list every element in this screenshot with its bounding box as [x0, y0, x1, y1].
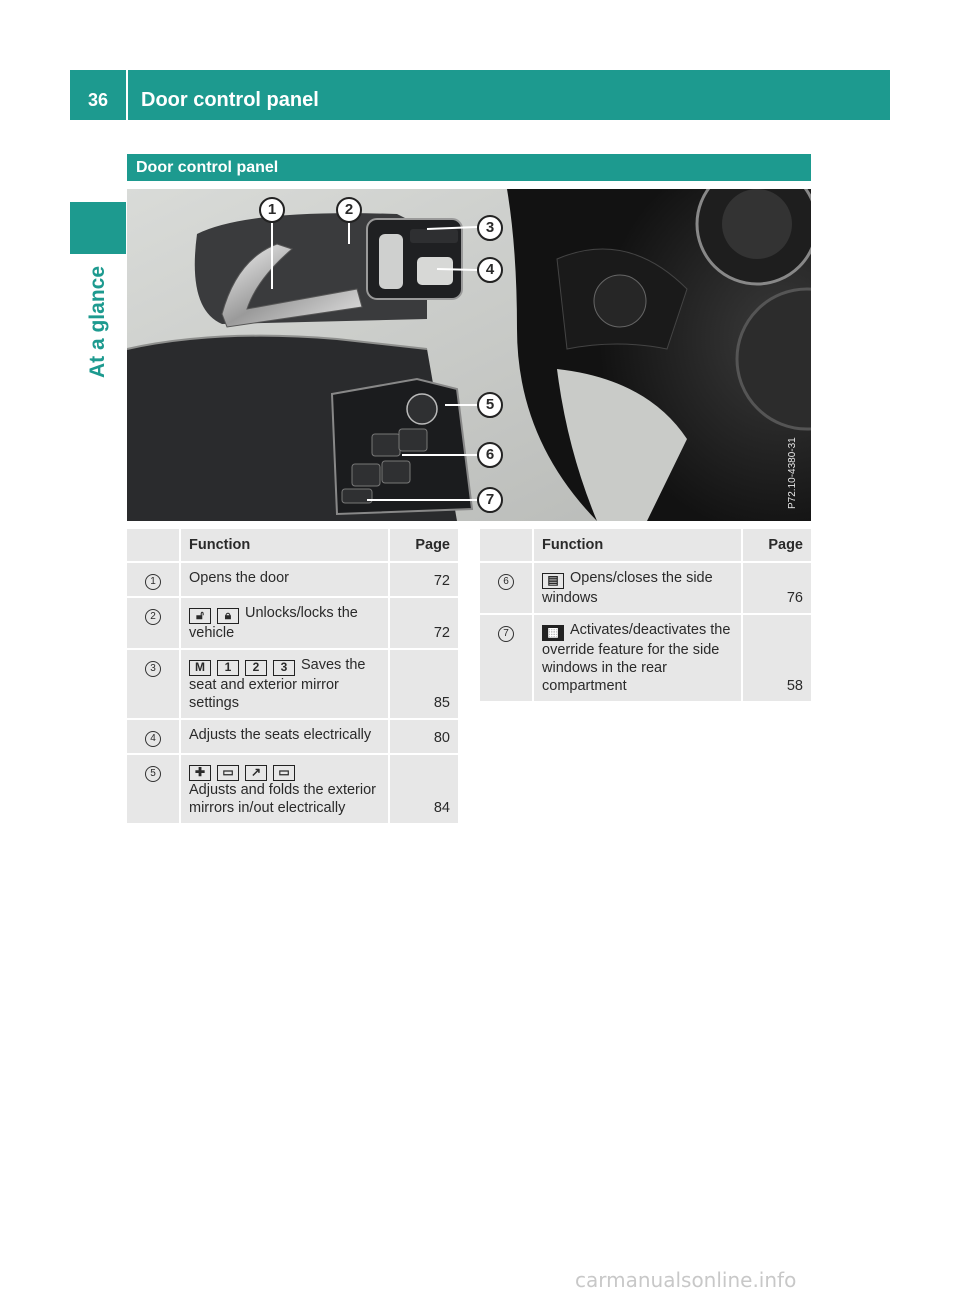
mirror-adjust-icon: ✚ — [189, 765, 211, 781]
row-page: 76 — [741, 563, 811, 613]
image-code: P72.10-4380-31 — [787, 437, 798, 509]
function-table-right — [480, 527, 811, 703]
override-icon: ▦ — [542, 625, 564, 641]
row-page: 72 — [388, 598, 458, 648]
table-row — [127, 650, 458, 718]
table-row — [127, 598, 458, 648]
memory-1-icon: 1 — [217, 660, 239, 676]
callout-5: 5 — [477, 392, 503, 418]
page-number: 36 — [87, 90, 109, 110]
callout-4: 4 — [477, 257, 503, 283]
callout-6: 6 — [477, 442, 503, 468]
memory-2-icon: 2 — [245, 660, 267, 676]
row-number: 2 — [145, 609, 161, 625]
row-page: 80 — [388, 720, 458, 753]
callout-7: 7 — [477, 487, 503, 513]
lock-icon: 🔒︎ — [217, 608, 239, 624]
row-page: 84 — [388, 755, 458, 823]
column-header-page: Page — [741, 529, 811, 561]
table-row — [480, 563, 811, 613]
memory-3-icon: 3 — [273, 660, 295, 676]
watermark: carmanualsonline.info — [575, 1268, 797, 1292]
running-title: Door control panel — [141, 89, 319, 111]
row-page: 72 — [388, 563, 458, 596]
table-row — [480, 615, 811, 701]
row-function: Unlocks/locks the vehicle — [189, 605, 358, 641]
row-number: 3 — [145, 661, 161, 677]
row-function: Adjusts and folds the exterior mirrors in/out electrically — [189, 782, 376, 816]
section-title: Door control panel — [127, 154, 811, 181]
window-icon: ▤ — [542, 573, 564, 589]
header-divider — [126, 70, 128, 120]
mirror-right-icon: ↗ — [245, 765, 267, 781]
table-header-row — [127, 529, 458, 561]
row-function: Adjusts the seats electrically — [181, 720, 388, 753]
unlock-icon: 🔓︎ — [189, 608, 211, 624]
table-row — [127, 563, 458, 596]
row-function: Saves the seat and exterior mirror settings — [189, 657, 366, 711]
table-row — [127, 755, 458, 823]
row-page: 85 — [388, 650, 458, 718]
row-number: 4 — [145, 731, 161, 747]
mirror-left-icon: ▭ — [217, 765, 239, 781]
row-function: Activates/deactivates the override feature for the side windows in the rear compartment — [542, 622, 731, 694]
mirror-fold-icon: ▭ — [273, 765, 295, 781]
row-number: 1 — [145, 574, 161, 590]
memory-m-icon: M — [189, 660, 211, 676]
table-header-row — [480, 529, 811, 561]
door-panel-photo — [127, 189, 811, 521]
callout-2: 2 — [336, 197, 362, 223]
row-function: Opens/closes the side windows — [542, 570, 713, 606]
column-header-function: Function — [181, 529, 388, 561]
column-header-page: Page — [388, 529, 458, 561]
side-tab-marker — [70, 202, 126, 254]
callout-3: 3 — [477, 215, 503, 241]
row-function: Opens the door — [181, 563, 388, 596]
table-row — [127, 720, 458, 753]
row-number: 5 — [145, 766, 161, 782]
row-number: 7 — [498, 626, 514, 642]
row-number: 6 — [498, 574, 514, 590]
side-tab-label: At a glance — [86, 265, 109, 379]
column-header-function: Function — [534, 529, 741, 561]
function-table-left — [127, 527, 458, 825]
callout-1: 1 — [259, 197, 285, 223]
row-page: 58 — [741, 615, 811, 701]
